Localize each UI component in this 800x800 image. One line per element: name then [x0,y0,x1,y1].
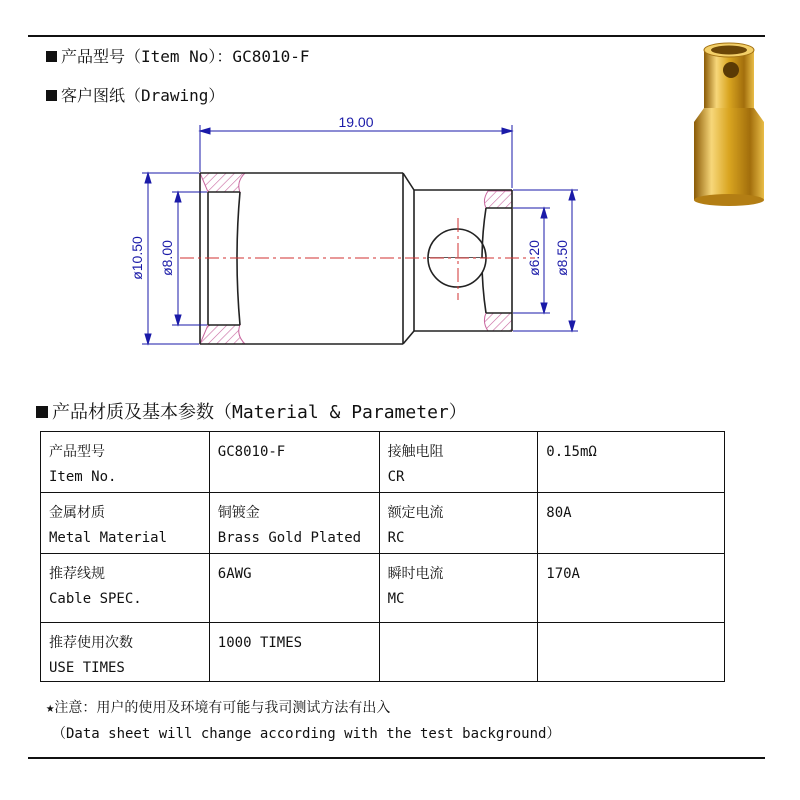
dim-length: 19.00 [338,114,374,130]
dim-outer-right: ø8.50 [554,240,570,276]
dim-outer-left: ø10.50 [129,236,145,280]
table-row [41,554,725,623]
table-cell: 推荐线规 Cable SPEC. [41,554,210,623]
item-no-text: 产品型号（Item No）：GC8010-F [61,47,310,66]
table-cell: 推荐使用次数 USE TIMES [41,623,210,682]
table-row [41,493,725,554]
table-cell: 产品型号 Item No. [41,432,210,493]
parameter-table [40,431,725,682]
table-cell: 0.15mΩ [538,432,725,493]
drawing-heading-text: 客户图纸（Drawing） [61,86,225,105]
section-heading [36,398,467,424]
table-cell: 铜镀金 Brass Gold Plated [209,493,379,554]
note-zh: ★注意：用户的使用及环境有可能与我司测试方法有出入 [46,700,391,716]
table-cell: 金属材质 Metal Material [41,493,210,554]
table-cell [379,623,538,682]
note-en: （Data sheet will change according with the test background） [52,726,561,742]
product-photo [686,42,772,207]
section-heading-text: 产品材质及基本参数（Material & Parameter） [52,402,467,423]
table-cell: 接触电阻 CR [379,432,538,493]
table-cell [538,623,725,682]
table-cell: 170A [538,554,725,623]
table-cell: 6AWG [209,554,379,623]
bottom-rule [28,757,765,759]
dim-inner-left: ø8.00 [159,240,175,276]
table-cell: 80A [538,493,725,554]
table-cell: 额定电流 RC [379,493,538,554]
dim-inner-right: ø6.20 [526,240,542,276]
table-row [41,432,725,493]
square-bullet-icon [36,406,48,418]
table-cell: 1000 TIMES [209,623,379,682]
table-row [41,623,725,682]
table-cell: GC8010-F [209,432,379,493]
table-cell: 瞬时电流 MC [379,554,538,623]
